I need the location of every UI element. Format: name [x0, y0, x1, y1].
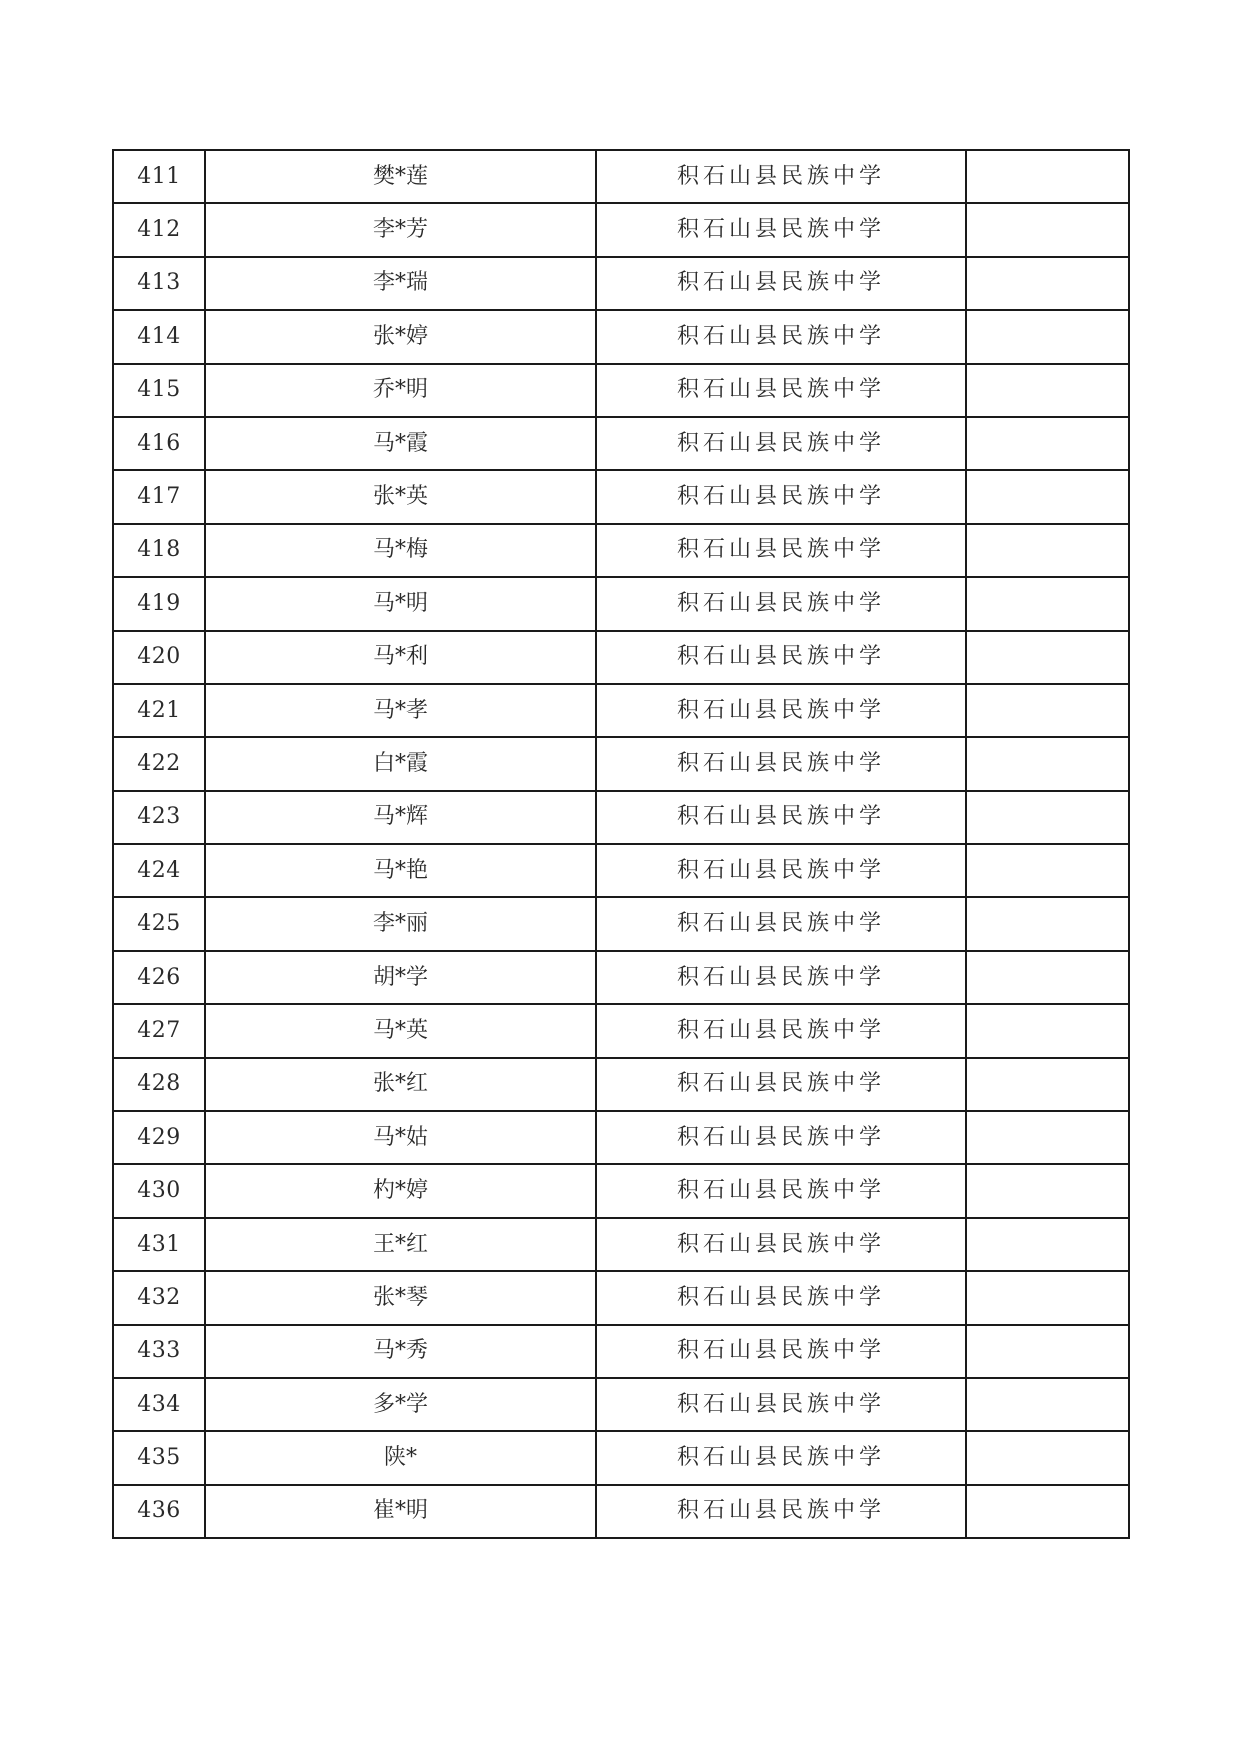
remark-cell — [966, 257, 1129, 310]
student-name-cell: 马*辉 — [205, 791, 596, 844]
school-name-cell: 积石山县民族中学 — [596, 1004, 966, 1057]
table-row — [113, 257, 1129, 310]
row-number-cell: 429 — [113, 1111, 205, 1164]
student-name-cell: 马*霞 — [205, 417, 596, 470]
student-name-cell: 杓*婷 — [205, 1164, 596, 1217]
table-row — [113, 1325, 1129, 1378]
row-number-cell: 425 — [113, 897, 205, 950]
remark-cell — [966, 951, 1129, 1004]
table-row — [113, 577, 1129, 630]
school-name-cell: 积石山县民族中学 — [596, 1111, 966, 1164]
student-name-cell: 陕* — [205, 1431, 596, 1484]
remark-cell — [966, 1431, 1129, 1484]
remark-cell — [966, 1218, 1129, 1271]
remark-cell — [966, 1111, 1129, 1164]
school-name-cell: 积石山县民族中学 — [596, 791, 966, 844]
school-name-cell: 积石山县民族中学 — [596, 1431, 966, 1484]
student-name-cell: 崔*明 — [205, 1485, 596, 1538]
school-name-cell: 积石山县民族中学 — [596, 577, 966, 630]
student-name-cell: 马*姑 — [205, 1111, 596, 1164]
student-name-cell: 张*琴 — [205, 1271, 596, 1324]
row-number-cell: 427 — [113, 1004, 205, 1057]
remark-cell — [966, 791, 1129, 844]
school-name-cell: 积石山县民族中学 — [596, 203, 966, 256]
remark-cell — [966, 150, 1129, 203]
table-row — [113, 1431, 1129, 1484]
student-name-cell: 乔*明 — [205, 364, 596, 417]
remark-cell — [966, 417, 1129, 470]
row-number-cell: 417 — [113, 470, 205, 523]
student-name-cell: 马*利 — [205, 631, 596, 684]
school-name-cell: 积石山县民族中学 — [596, 897, 966, 950]
student-name-cell: 马*明 — [205, 577, 596, 630]
row-number-cell: 413 — [113, 257, 205, 310]
row-number-cell: 433 — [113, 1325, 205, 1378]
school-name-cell: 积石山县民族中学 — [596, 417, 966, 470]
row-number-cell: 424 — [113, 844, 205, 897]
remark-cell — [966, 844, 1129, 897]
table-row — [113, 310, 1129, 363]
school-name-cell: 积石山县民族中学 — [596, 684, 966, 737]
row-number-cell: 412 — [113, 203, 205, 256]
remark-cell — [966, 364, 1129, 417]
school-name-cell: 积石山县民族中学 — [596, 844, 966, 897]
student-name-cell: 马*英 — [205, 1004, 596, 1057]
school-name-cell: 积石山县民族中学 — [596, 1058, 966, 1111]
row-number-cell: 419 — [113, 577, 205, 630]
row-number-cell: 416 — [113, 417, 205, 470]
table-row — [113, 1058, 1129, 1111]
remark-cell — [966, 203, 1129, 256]
student-name-cell: 李*瑞 — [205, 257, 596, 310]
remark-cell — [966, 1058, 1129, 1111]
school-name-cell: 积石山县民族中学 — [596, 1378, 966, 1431]
school-name-cell: 积石山县民族中学 — [596, 310, 966, 363]
remark-cell — [966, 1325, 1129, 1378]
table-row — [113, 1378, 1129, 1431]
row-number-cell: 414 — [113, 310, 205, 363]
remark-cell — [966, 470, 1129, 523]
student-name-cell: 白*霞 — [205, 737, 596, 790]
remark-cell — [966, 1271, 1129, 1324]
student-name-cell: 胡*学 — [205, 951, 596, 1004]
row-number-cell: 436 — [113, 1485, 205, 1538]
table-row — [113, 1485, 1129, 1538]
student-roster-table — [112, 149, 1130, 1539]
student-name-cell: 马*秀 — [205, 1325, 596, 1378]
remark-cell — [966, 524, 1129, 577]
table-row — [113, 951, 1129, 1004]
student-name-cell: 多*学 — [205, 1378, 596, 1431]
remark-cell — [966, 1378, 1129, 1431]
row-number-cell: 421 — [113, 684, 205, 737]
table-row — [113, 1271, 1129, 1324]
remark-cell — [966, 1164, 1129, 1217]
school-name-cell: 积石山县民族中学 — [596, 1325, 966, 1378]
remark-cell — [966, 310, 1129, 363]
table-row — [113, 524, 1129, 577]
student-name-cell: 樊*莲 — [205, 150, 596, 203]
roster-table-body — [113, 150, 1129, 1538]
table-row — [113, 150, 1129, 203]
student-name-cell: 马*艳 — [205, 844, 596, 897]
row-number-cell: 426 — [113, 951, 205, 1004]
row-number-cell: 423 — [113, 791, 205, 844]
school-name-cell: 积石山县民族中学 — [596, 257, 966, 310]
table-row — [113, 364, 1129, 417]
school-name-cell: 积石山县民族中学 — [596, 1271, 966, 1324]
remark-cell — [966, 577, 1129, 630]
row-number-cell: 434 — [113, 1378, 205, 1431]
table-row — [113, 203, 1129, 256]
table-row — [113, 1164, 1129, 1217]
school-name-cell: 积石山县民族中学 — [596, 1485, 966, 1538]
school-name-cell: 积石山县民族中学 — [596, 524, 966, 577]
remark-cell — [966, 631, 1129, 684]
table-row — [113, 791, 1129, 844]
row-number-cell: 435 — [113, 1431, 205, 1484]
remark-cell — [966, 1485, 1129, 1538]
school-name-cell: 积石山县民族中学 — [596, 364, 966, 417]
student-name-cell: 马*孝 — [205, 684, 596, 737]
table-row — [113, 897, 1129, 950]
student-name-cell: 张*婷 — [205, 310, 596, 363]
school-name-cell: 积石山县民族中学 — [596, 631, 966, 684]
school-name-cell: 积石山县民族中学 — [596, 150, 966, 203]
table-row — [113, 844, 1129, 897]
remark-cell — [966, 1004, 1129, 1057]
row-number-cell: 428 — [113, 1058, 205, 1111]
school-name-cell: 积石山县民族中学 — [596, 470, 966, 523]
row-number-cell: 422 — [113, 737, 205, 790]
student-name-cell: 张*英 — [205, 470, 596, 523]
student-name-cell: 王*红 — [205, 1218, 596, 1271]
row-number-cell: 411 — [113, 150, 205, 203]
table-row — [113, 1218, 1129, 1271]
school-name-cell: 积石山县民族中学 — [596, 737, 966, 790]
table-row — [113, 470, 1129, 523]
table-row — [113, 417, 1129, 470]
row-number-cell: 420 — [113, 631, 205, 684]
remark-cell — [966, 684, 1129, 737]
row-number-cell: 430 — [113, 1164, 205, 1217]
school-name-cell: 积石山县民族中学 — [596, 1164, 966, 1217]
student-name-cell: 李*丽 — [205, 897, 596, 950]
remark-cell — [966, 737, 1129, 790]
table-row — [113, 1004, 1129, 1057]
row-number-cell: 432 — [113, 1271, 205, 1324]
student-name-cell: 张*红 — [205, 1058, 596, 1111]
school-name-cell: 积石山县民族中学 — [596, 1218, 966, 1271]
table-row — [113, 737, 1129, 790]
school-name-cell: 积石山县民族中学 — [596, 951, 966, 1004]
row-number-cell: 431 — [113, 1218, 205, 1271]
row-number-cell: 415 — [113, 364, 205, 417]
table-row — [113, 684, 1129, 737]
student-name-cell: 马*梅 — [205, 524, 596, 577]
table-row — [113, 631, 1129, 684]
student-name-cell: 李*芳 — [205, 203, 596, 256]
remark-cell — [966, 897, 1129, 950]
row-number-cell: 418 — [113, 524, 205, 577]
table-row — [113, 1111, 1129, 1164]
